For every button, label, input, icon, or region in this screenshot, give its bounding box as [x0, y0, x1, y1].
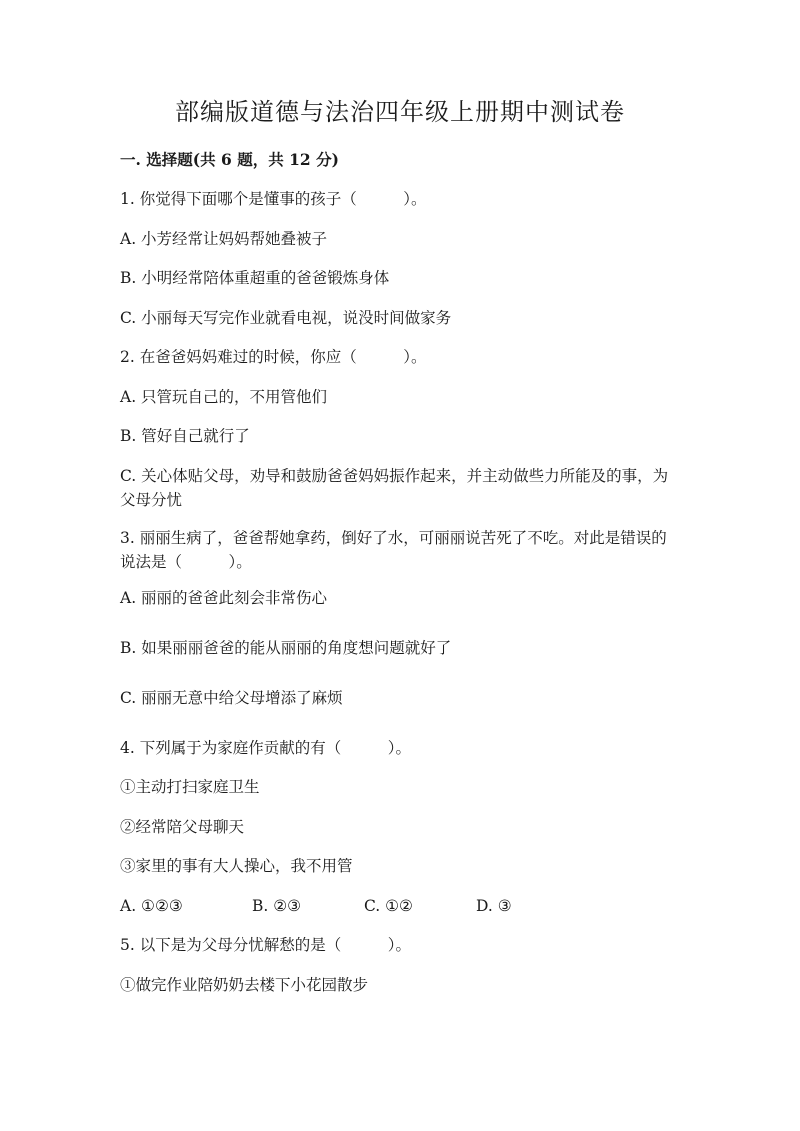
- question-1-option-c: C. 小丽每天写完作业就看电视，说没时间做家务: [120, 309, 452, 327]
- question-3-option-b: B. 如果丽丽爸爸的能从丽丽的角度想问题就好了: [120, 639, 452, 657]
- question-1-option-a: A. 小芳经常让妈妈帮她叠被子: [120, 230, 328, 248]
- question-2-option-a: A. 只管玩自己的，不用管他们: [120, 388, 328, 406]
- question-1-option-b: B. 小明经常陪体重超重的爸爸锻炼身体: [120, 269, 390, 287]
- question-4-option-c: C. ①②: [364, 897, 413, 915]
- question-4-item-1: ①主动打扫家庭卫生: [120, 778, 260, 796]
- question-2-stem: 2. 在爸爸妈妈难过的时候，你应（ ）。: [120, 348, 427, 366]
- question-1-stem: 1. 你觉得下面哪个是懂事的孩子（ ）。: [120, 190, 427, 208]
- question-4-item-2: ②经常陪父母聊天: [120, 818, 245, 836]
- question-3-stem: 3. 丽丽生病了，爸爸帮她拿药，倒好了水，可丽丽说苦死了不吃。对此是错误的说法是（ ）。: [120, 529, 667, 571]
- question-4-option-d: D. ③: [476, 897, 512, 915]
- question-4-option-a: A. ①②③: [120, 897, 183, 915]
- question-4-option-b: B. ②③: [252, 897, 302, 915]
- question-5-item-1: ①做完作业陪奶奶去楼下小花园散步: [120, 976, 369, 994]
- question-4-stem: 4. 下列属于为家庭作贡献的有（ ）。: [120, 739, 411, 757]
- section-heading: 一. 选择题(共 6 题，共 12 分): [120, 150, 339, 169]
- question-4-item-3: ③家里的事有大人操心，我不用管: [120, 857, 353, 875]
- question-5-stem: 5. 以下是为父母分忧解愁的是（ ）。: [120, 936, 411, 954]
- question-3-option-c: C. 丽丽无意中给父母增添了麻烦: [120, 689, 343, 707]
- page-title: 部编版道德与法治四年级上册期中测试卷: [175, 98, 625, 126]
- question-2-option-b: B. 管好自己就行了: [120, 427, 250, 445]
- question-3-option-a: A. 丽丽的爸爸此刻会非常伤心: [120, 589, 328, 607]
- question-2-option-c: C. 关心体贴父母，劝导和鼓励爸爸妈妈振作起来，并主动做些力所能及的事，为父母分忧: [120, 467, 669, 509]
